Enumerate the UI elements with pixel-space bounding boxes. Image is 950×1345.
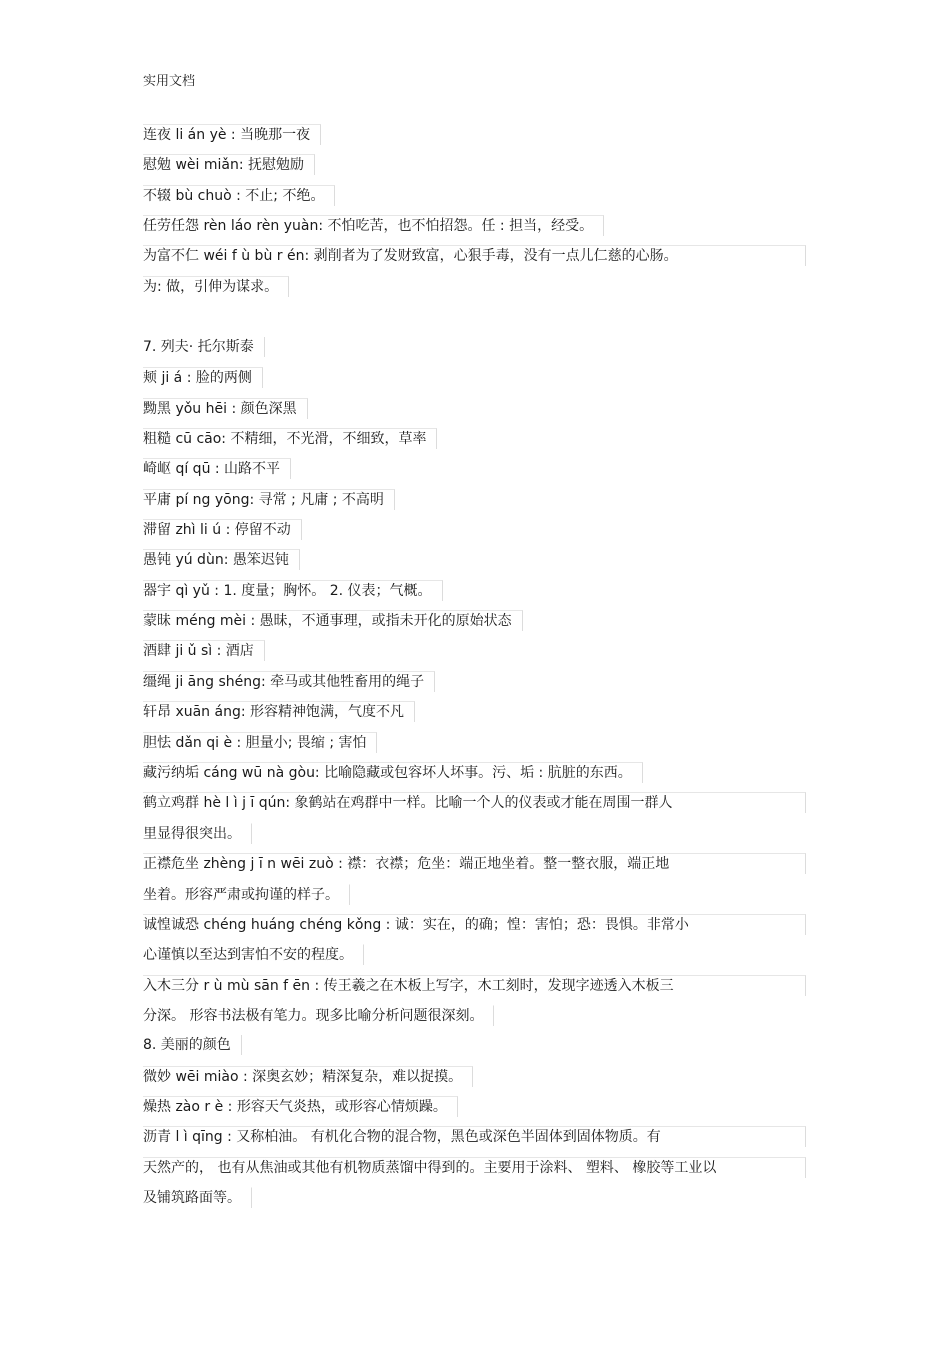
entry-mengmei: 蒙昧 méng mèi : 愚昧，不通事理，或指未开化的原始状态: [143, 610, 523, 631]
entry-chenghuangchengkong-cont: 心谨慎以至达到害怕不安的程度。: [143, 944, 364, 965]
entry-renlaorenyuan: 任劳任怨 rèn láo rèn yuàn: 不怕吃苦，也不怕招怨。任 : 担当，经受。: [143, 215, 604, 236]
entry-weimiao: 微妙 wēi miào : 深奥玄妙；精深复杂，难以捉摸。: [143, 1066, 473, 1087]
entry-zhengjinweizuo-cont: 坐着。形容严肃或拘谨的样子。: [143, 884, 350, 905]
entry-liqing-end: 及铺筑路面等。: [143, 1187, 252, 1208]
entry-qiqu: 崎岖 qí qū : 山路不平: [143, 458, 291, 479]
entry-cangwunagou: 藏污纳垢 cáng wū nà gòu: 比喻隐藏或包容坏人坏事。污、垢 : 肮脏的东西。: [143, 762, 643, 783]
entry-qiyu: 器宇 qì yǔ : 1. 度量；胸怀。 2. 仪表；气概。: [143, 580, 443, 601]
entry-danqie: 胆怯 dǎn qi è : 胆量小; 畏缩 ; 害怕: [143, 732, 377, 753]
entry-zhengjinweizuo: 正襟危坐 zhèng j ī n wēi zuò : 襟：衣襟；危坐：端正地坐着。整一整衣服，端正地: [143, 853, 806, 874]
section-heading-8: 8. 美丽的颜色: [143, 1035, 242, 1055]
entry-liqing: 沥青 l ì qīng : 又称柏油。 有机化合物的混合物，黑色或深色半固体到固体物质。有: [143, 1126, 806, 1147]
entry-yudun: 愚钝 yú dùn: 愚笨迟钝: [143, 549, 300, 570]
entry-zaore: 燥热 zào r è : 形容天气炎热，或形容心情烦躁。: [143, 1096, 458, 1117]
entry-weimian: 慰勉 wèi miǎn: 抚慰勉励: [143, 154, 315, 175]
entry-lianye: 连夜 li án yè : 当晚那一夜: [143, 124, 321, 145]
entry-buchuo: 不辍 bù chuò : 不止; 不绝。: [143, 185, 335, 206]
entry-jia: 颊 ji á : 脸的两侧: [143, 367, 263, 388]
entry-jiusi: 酒肆 ji ǔ sì : 酒店: [143, 640, 265, 661]
entry-xuanang: 轩昂 xuān áng: 形容精神饱满，气度不凡: [143, 701, 415, 722]
entry-liqing-cont: 天然产的， 也有从焦油或其他有机物质蒸馏中得到的。主要用于涂料、 塑料、 橡胶等工业以: [143, 1157, 806, 1178]
entry-cucao: 粗糙 cū cāo: 不精细，不光滑，不细致，草率: [143, 428, 437, 449]
entry-rumusanfen: 入木三分 r ù mù sān f ēn : 传王羲之在木板上写字，木工刻时，发现字迹透入木板三: [143, 975, 806, 996]
entry-weifuburen-note: 为: 做，引伸为谋求。: [143, 276, 289, 297]
entry-pingyong: 平庸 pí ng yōng: 寻常 ; 凡庸 ; 不高明: [143, 489, 395, 510]
entry-helijiqun-cont: 里显得很突出。: [143, 823, 252, 844]
page-header: 实用文档: [143, 74, 196, 89]
section-heading-7: 7. 列夫· 托尔斯泰: [143, 337, 265, 357]
entry-helijiqun: 鹤立鸡群 hè l ì j ī qún: 象鹤站在鸡群中一样。比喻一个人的仪表或才能在周围一群人: [143, 792, 806, 813]
entry-chenghuangchengkong: 诚惶诚恐 chéng huáng chéng kǒng : 诚：实在，的确；惶：害怕；恐：畏惧。非常小: [143, 914, 806, 935]
entry-rumusanfen-cont: 分深。 形容书法极有笔力。现多比喻分析问题很深刻。: [143, 1005, 494, 1026]
entry-youhei: 黝黑 yǒu hēi : 颜色深黑: [143, 398, 308, 419]
entry-weifuburen: 为富不仁 wéi f ù bù r én: 剥削者为了发财致富，心狠手毒，没有一点儿仁慈的心肠。: [143, 245, 806, 266]
entry-jiangsheng: 缰绳 ji āng shéng: 牵马或其他牲畜用的绳子: [143, 671, 435, 692]
entry-zhiliu: 滞留 zhì li ú : 停留不动: [143, 519, 302, 540]
